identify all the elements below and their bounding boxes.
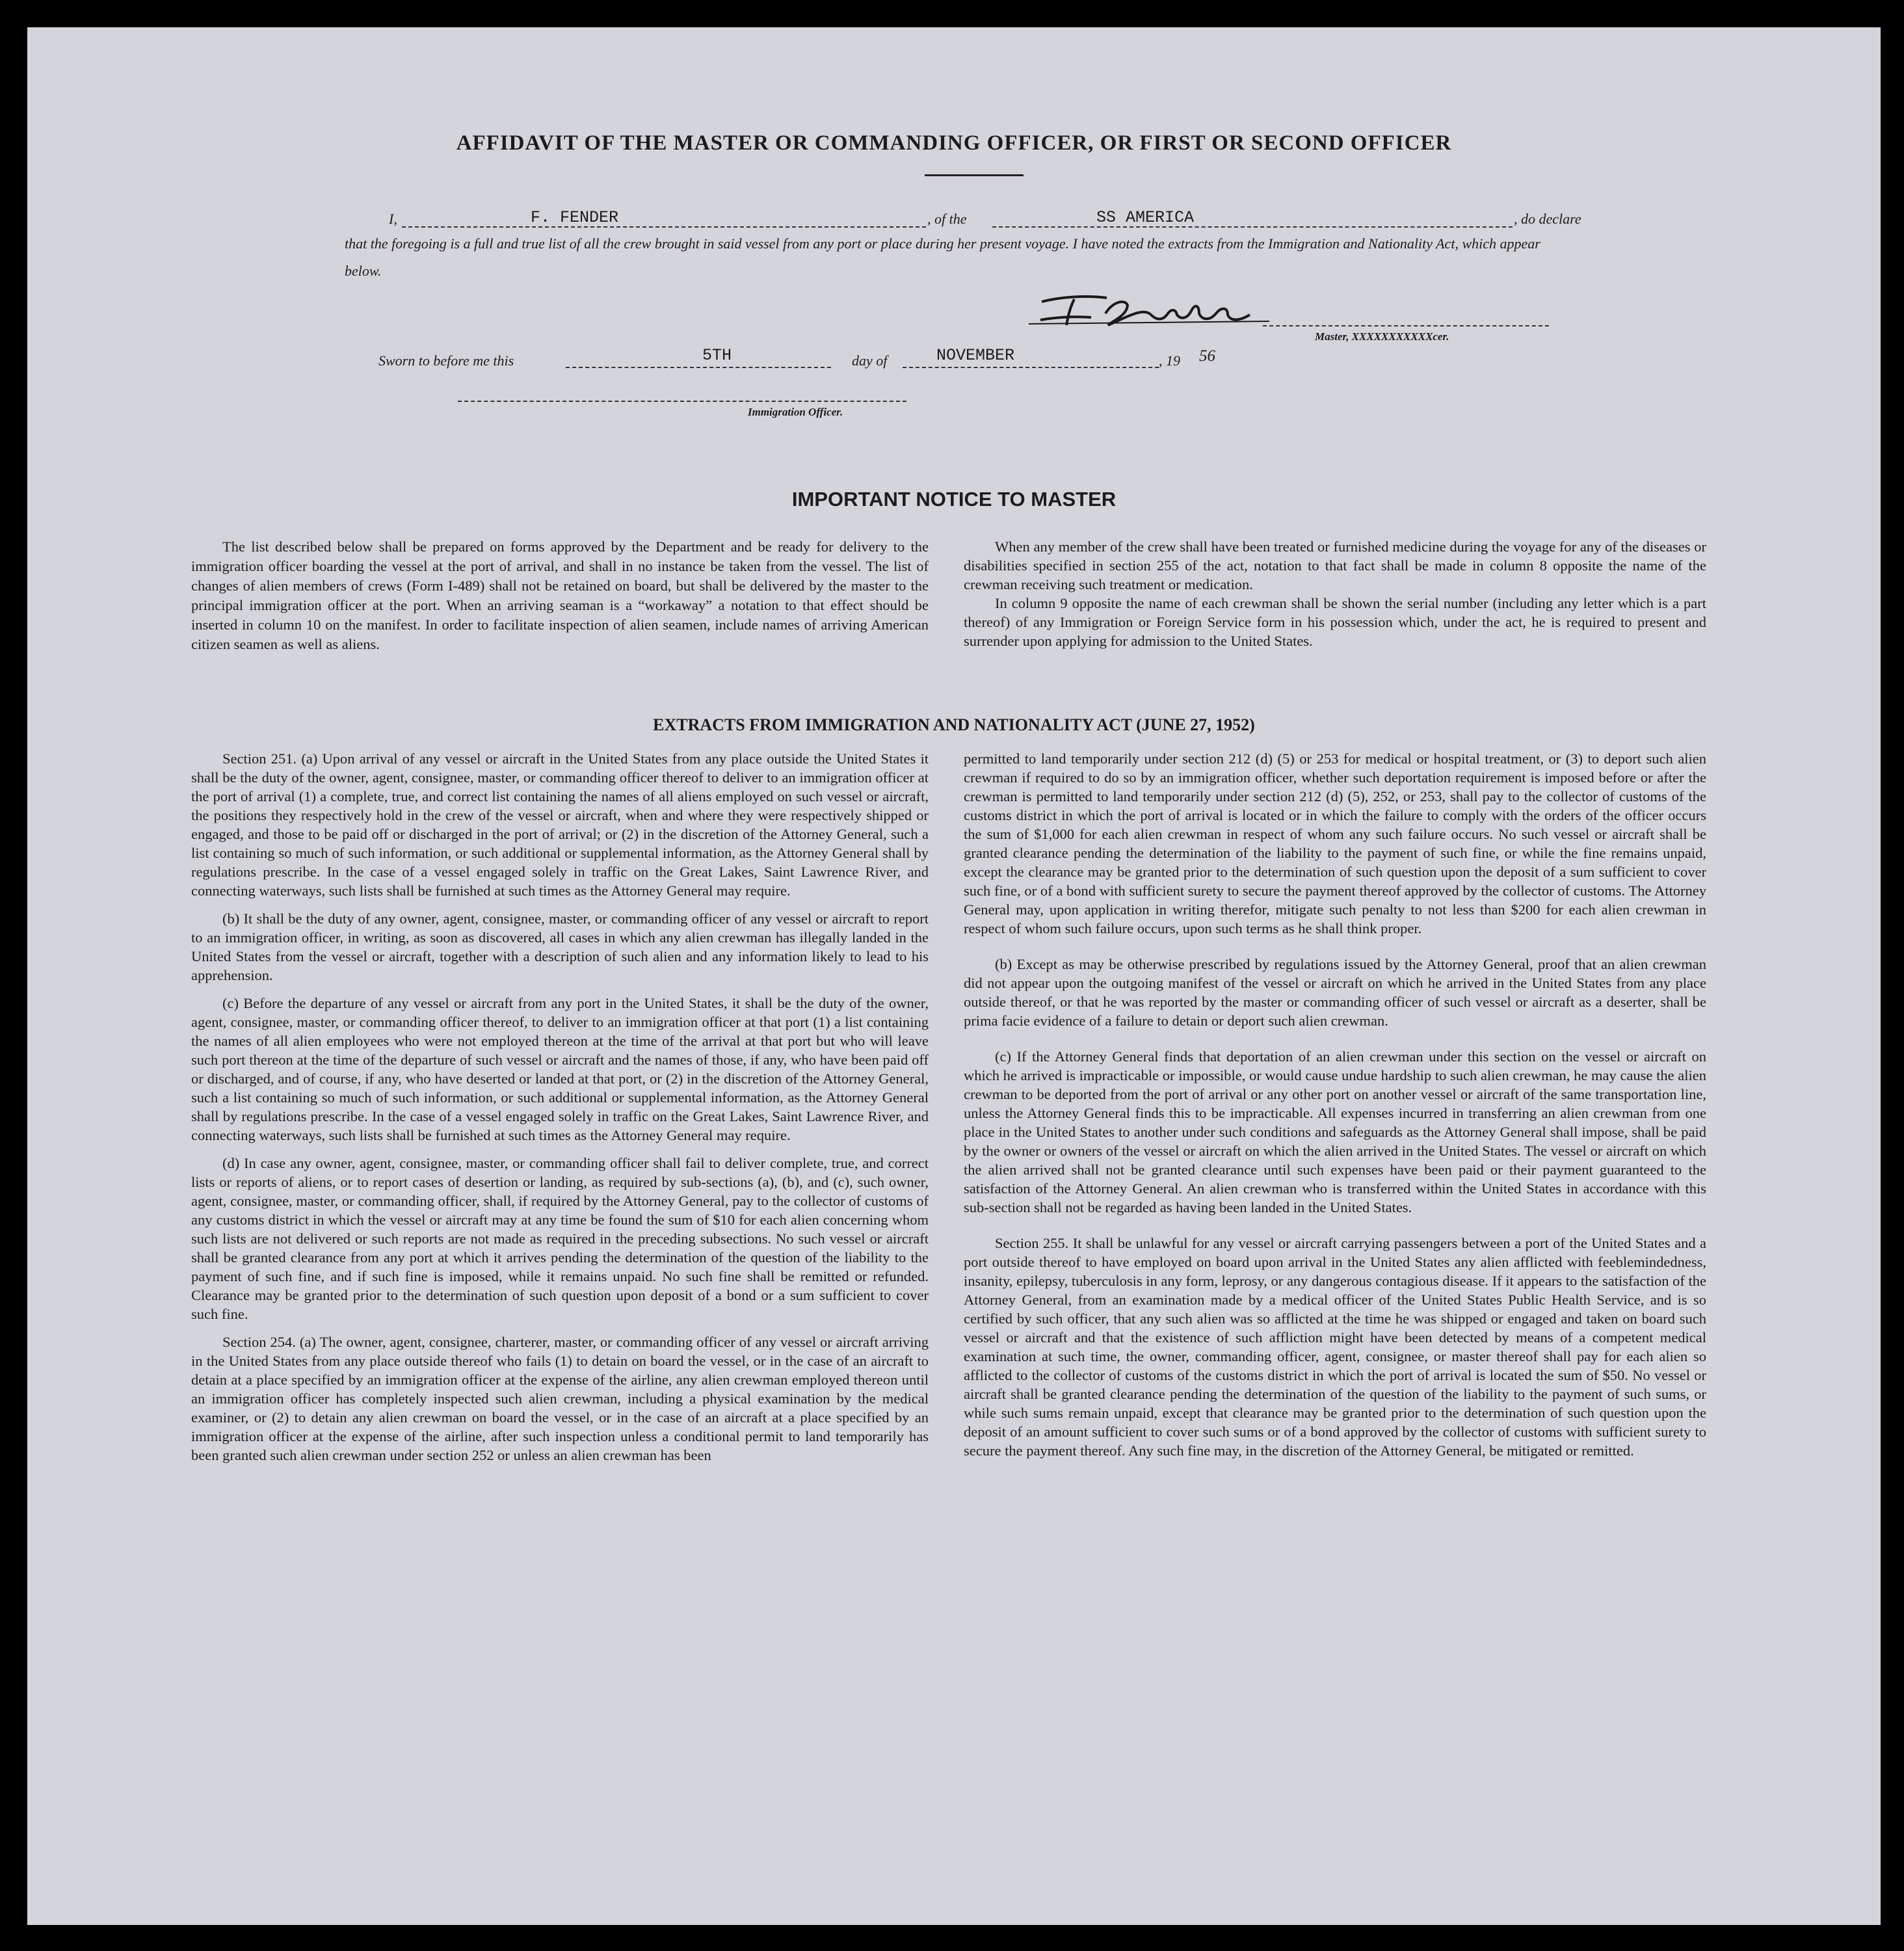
section-254-a-continued: permitted to land temporarily under section 212 (d) (5) or 253 for medical or hospital treatment, or (3) to deport such alien crewman if required to do so by an immigration officer, whether such deportation requirement is imposed before or after the crewman is permitted to land temporarily under section 212 (d) (5), 252, or 253, shall pay to the collector of customs of the customs district in which the port of arrival is located or in which the failure to comply with the orders of the officer occurs the sum of $1,000 for each alien crewman in respect of whom any such failure occurs. No such vessel or aircraft shall be granted clearance pending the determination of the liability to the payment of such fine, or while the fine remains unpaid, except the clearance may be granted prior to the determination of such question upon the deposit of a sum sufficient to cover such fine, or of a bond with sufficient surety to secure the payment thereof approved by the collector of customs. The Attorney General may, upon application in writing therefor, mitigate such penalty to not less than $200 for each alien crewman in respect of whom such failure occurs, upon such terms as he shall think proper. (964, 750, 1706, 936)
notice-right-column (964, 537, 1706, 650)
master-name-line (402, 226, 926, 228)
do-declare-label: , do declare (1514, 211, 1581, 227)
immigration-officer-line (458, 401, 906, 402)
title-divider (925, 174, 1024, 176)
section-251-c: (c) Before the departure of any vessel or aircraft from any port in the United States, it shall be the duty of the owner, agent, consignee, master, or commanding officer thereof, to deliver to an immigration officer at that port (1) a list containing the names of all alien employees who were not employed thereon at the time of the arrival at that port but who will leave such port thereon at the time of the departure of such vessel or aircraft and the names of those, if any, who have been paid off or discharged, and of course, if any, who have deserted or landed at that port, or (2) in the discretion of the Attorney General, such a list containing so much of such information, or such additional or supplemental information, as the Attorney General shall by regulations prescribe. In the case of a vessel engaged solely in traffic on the Great Lakes, Saint Lawrence River, and connecting waterways, such lists shall be furnished at such times as the Attorney General may require. (191, 995, 929, 1143)
section-254-c: (c) If the Attorney General finds that deportation of an alien crewman under this section on the vessel or aircraft on which he arrived is impracticable or impossible, or would cause undue hardship to such alien crewman, he may cause the alien crewman to be deported from the port of arrival or any other port on another vessel or aircraft of the same transportation line, unless the Attorney General finds this to be impracticable. All expenses incurred in transferring an alien crewman from one place in the United States to another under such conditions and safeguards as the Attorney General shall impose, shall be paid by the owner or owners of the vessel or aircraft on which the alien arrived in the United States. The vessel or aircraft on which the alien arrived shall not be granted clearance until such expenses have been paid or their payment guaranteed to the satisfaction of the Attorney General. An alien crewman who is transferred within the United States in accordance with this sub-section shall not be regarded as having been landed in the United States. (964, 1048, 1706, 1215)
section-251-b: (b) It shall be the duty of any owner, agent, consignee, master, or commanding officer of any vessel or aircraft to report to an immigration officer, in writing, as soon as discovered, all cases in which any alien crewman has illegally landed in the United States from the vessel or aircraft, together with a description of such alien and any information likely to lead to his apprehension. (191, 910, 929, 983)
section-255: Section 255. It shall be unlawful for any vessel or aircraft carrying passengers between a port of the United States and a port outside thereof to have employed on board upon arrival in the United States any alien afflicted with feeblemindedness, insanity, epilepsy, tuberculosis in any form, leprosy, or any dangerous contagious disease. If it appears to the satisfaction of the Attorney General, from an examination made by a medical officer of the United States Public Health Service, and is so certified by such officer, that any such alien was so afflicted at the time he was shipped or engaged and taken on board such vessel or aircraft and that the existence of such affliction might have been detected by means of a competent medical examination at such time, the owner, commanding officer, agent, consignee, or master thereof shall pay for each alien so afflicted to the collector of customs of the customs district in which the port of arrival is located the sum of $50. No vessel or aircraft shall be granted clearance pending the determination of the question of the liability to the payment of such sums, or while such sums remain unpaid, except that clearance may be granted prior to the determination of such question upon the deposit of an amount sufficient to cover such sums or of a bond approved by the collector of customs with sufficient surety to secure the payment thereof. Any such fine may, in the discretion of the Attorney General, be mitigated or remitted. (964, 1235, 1706, 1459)
master-title-label: Master, XXXXXXXXXXXcer. (1315, 330, 1449, 343)
declaration-text: that the foregoing is a full and true list of all the crew brought in said vessel from any port or place during her present voyage. I have noted the extracts from the Immigration and Nationality Act, which appear below. (345, 235, 1540, 279)
section-251-a: Section 251. (a) Upon arrival of any vessel or aircraft in the United States from any place outside the United States it shall be the duty of the owner, agent, consignee, master, or commanding officer thereof to deliver to an immigration officer at the port of arrival (1) a complete, true, and correct list containing the names of all aliens employed on such vessel or aircraft, the positions they respectively hold in the crew of the vessel or aircraft, when and where they were respectively shipped or engaged, and those to be paid off or discharged in the port of arrival; or (2) in the discretion of the Attorney General, such a list containing so much of such information, or such additional or supplemental information, as the Attorney General shall by regulations prescribe. In the case of a vessel engaged solely in traffic on the Great Lakes, Saint Lawrence River, and connecting waterways, such lists shall be furnished at such times as the Attorney General may require. (191, 750, 929, 899)
section-251-d: (d) In case any owner, agent, consignee, master, or commanding officer shall fail to deliver complete, true, and correct lists or reports of aliens, or to report cases of desertion or landing, as required by sub-sections (a), (b), and (c), such owner, agent, consignee, master, or commanding officer, shall, if required by the Attorney General, pay to the collector of customs of any customs district in which the vessel or aircraft may at any time be found the sum of $10 for each alien concerning whom such lists are not delivered or such reports are not made as required in the preceding subsections. No such vessel or aircraft shall be granted clearance from any port at which it arrives pending the determination of the question of the liability to the payment of such fine, and if such fine is imposed, while it remains unpaid. No such fine shall be remitted or refunded. Clearance may be granted prior to the determination of such question upon deposit of a bond or a sum sufficient to cover such fine. (191, 1155, 929, 1322)
extracts-right-column (964, 749, 1706, 1469)
master-name-field: F. FENDER (531, 208, 619, 227)
notice-right-paragraph-1: When any member of the crew shall have been treated or furnished medicine during the voyage for any of the diseases or disabilities specified in section 255 of the act, notation to that fact shall be made in column 8 opposite the name of the crewman receiving such treatment or medication. (964, 538, 1706, 592)
sworn-day-field: 5TH (702, 346, 732, 365)
sworn-label: Sworn to before me this (378, 352, 514, 369)
year-field: 56 (1199, 347, 1215, 365)
extracts-title: EXTRACTS FROM IMMIGRATION AND NATIONALITY ACT (JUNE 27, 1952) (653, 715, 1255, 734)
i-label: I, (389, 211, 397, 227)
section-254-a: Section 254. (a) The owner, agent, consignee, charterer, master, or commanding officer of any vessel or aircraft arriving in the United States from any place outside thereof who fails (1) to detain on board the vessel, or in the case of an aircraft to detain at a place specified by an immigration officer at the expense of the airline, any alien crewman employed thereon until an immigration officer has completely inspected such alien crewman, including a physical examination by the medical examiner, or (2) to detain any alien crewman on board the vessel, or in the case of an aircraft at a place specified by an immigration officer at the expense of the airline, after such inspection unless a conditional permit to land temporarily has been granted such alien crewman under section 252 or unless an alien crewman has been (191, 1334, 929, 1463)
day-of-label: day of (852, 352, 888, 369)
notice-left-column (191, 537, 929, 654)
signature-line (1263, 325, 1549, 326)
extracts-left-column (191, 749, 929, 1474)
immigration-officer-label: Immigration Officer. (748, 406, 843, 418)
affidavit-title: AFFIDAVIT OF THE MASTER OR COMMANDING OFFICER, OR FIRST OR SECOND OFFICER (456, 131, 1452, 155)
sworn-month-line (903, 367, 1159, 368)
notice-right-paragraph-2: In column 9 opposite the name of each crewman shall be shown the serial number (including any letter which is a part thereof) of any Immigration or Foreign Service form in his possession which, under the act, he is required to present and surrender upon applying for admission to the United States. (964, 595, 1706, 649)
sworn-day-line (566, 367, 831, 368)
year-prefix: , 19 (1159, 352, 1180, 369)
notice-left-paragraph: The list described below shall be prepared on forms approved by the Department and be ready for delivery to the immigration officer boarding the vessel at the port of arrival, and shall in no instance be taken from the vessel. The list of changes of alien members of crews (Form I-489) shall not be retained on board, but shall be delivered by the master to the principal immigration officer at the port. When an arriving seaman is a “workaway” a notation to that effect should be inserted in column 10 on the manifest. In order to facilitate inspection of alien seamen, include names of arriving American citizen seamen as well as aliens. (191, 538, 929, 652)
of-the-label: , of the (927, 211, 967, 227)
master-signature (1029, 287, 1276, 333)
section-254-b: (b) Except as may be otherwise prescribed by regulations issued by the Attorney General, proof that an alien crewman did not appear upon the outgoing manifest of the vessel or aircraft on which he arrived in the United States from any place outside thereof, or that he was reported by the master or commanding officer of such vessel or aircraft as a deserter, shall be prima facie evidence of a failure to detain or deport such alien crewman. (964, 956, 1706, 1029)
notice-title: IMPORTANT NOTICE TO MASTER (791, 488, 1117, 511)
document-page (27, 27, 1881, 1925)
sworn-month-field: NOVEMBER (936, 346, 1015, 365)
vessel-name-field: SS AMERICA (1096, 208, 1195, 227)
vessel-name-line (992, 226, 1513, 228)
